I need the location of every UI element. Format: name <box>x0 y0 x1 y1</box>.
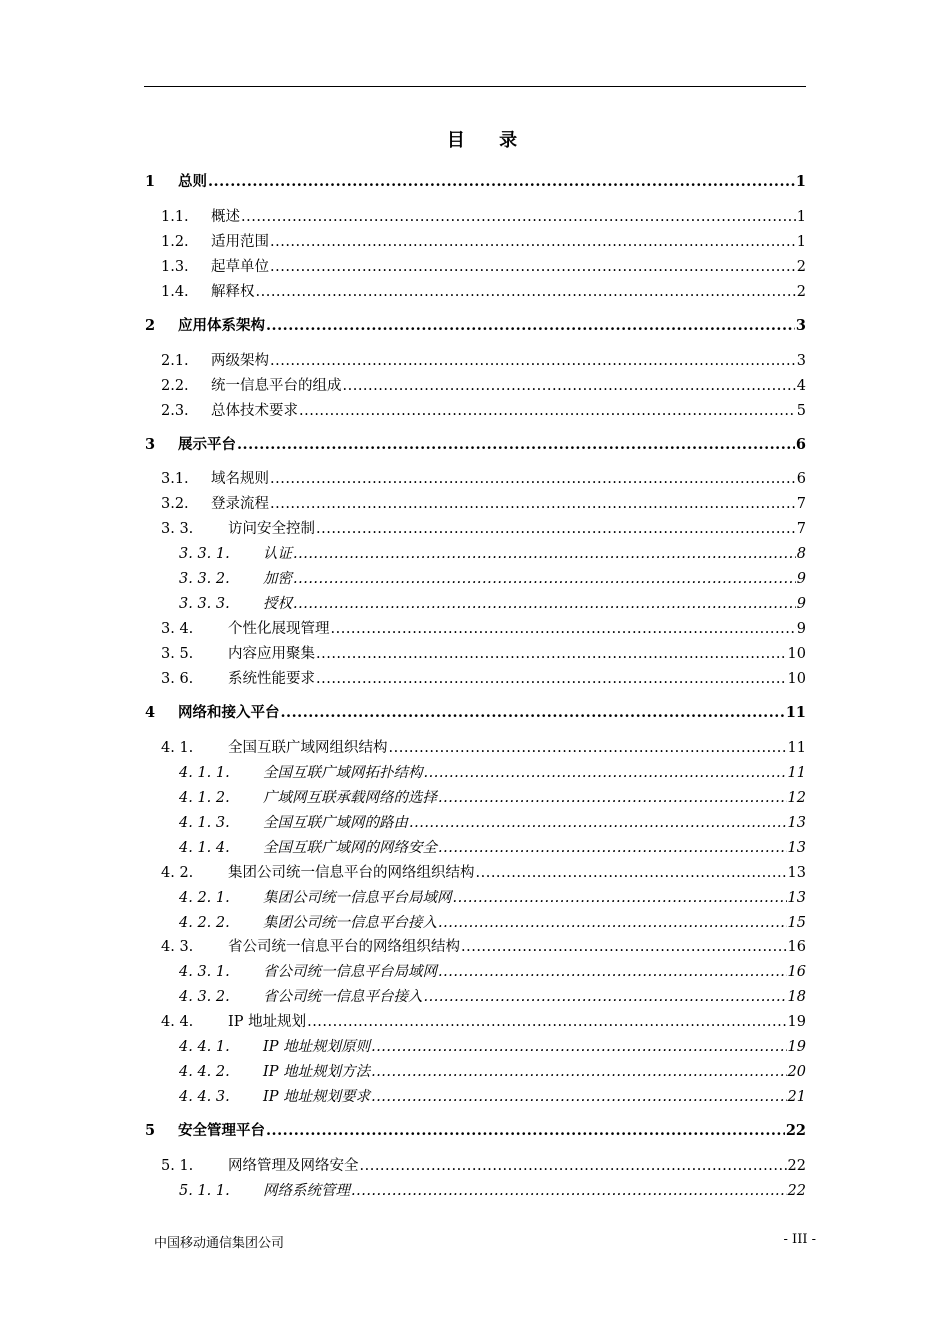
toc-entry-number: 3. 3. <box>161 521 194 537</box>
toc-entry-page: 4 <box>796 378 806 394</box>
toc-entry-title: 应用体系架构 <box>178 317 265 334</box>
toc-entry-number: 4. 3. 2. <box>179 989 230 1005</box>
toc-entry-title: IP 地址规划原则 <box>263 1039 371 1055</box>
toc-entry-page: 11 <box>787 740 806 756</box>
toc-entry[interactable] <box>161 282 806 302</box>
footer-company: 中国移动通信集团公司 <box>154 1236 285 1251</box>
toc-entry[interactable] <box>161 1012 806 1032</box>
toc-entry[interactable] <box>161 863 806 883</box>
toc-entry-title: 解释权 <box>211 284 255 300</box>
toc-entry[interactable] <box>161 376 806 396</box>
toc-entry[interactable] <box>179 788 806 808</box>
toc-entry[interactable] <box>161 644 806 664</box>
toc-entry-page: 18 <box>787 989 806 1005</box>
toc-entry[interactable] <box>161 232 806 252</box>
toc-entry-page: 1 <box>796 209 806 225</box>
toc-entry[interactable] <box>145 172 806 192</box>
toc-entry-number: 4. 4. 1. <box>179 1039 230 1055</box>
toc-entry-title: 内容应用聚集 <box>228 646 315 662</box>
toc-entry-page: 13 <box>787 890 806 906</box>
toc-entry-page: 2 <box>796 259 806 275</box>
toc-entry[interactable] <box>145 703 806 723</box>
toc-dot-leader <box>241 207 796 227</box>
toc-entry[interactable] <box>145 316 806 336</box>
toc-entry-number: 3. 3. 1. <box>179 546 230 562</box>
toc-entry-title: 网络管理及网络安全 <box>228 1158 359 1174</box>
toc-dot-leader <box>293 544 796 564</box>
toc-dot-leader <box>453 888 787 908</box>
toc-entry-number: 5 <box>145 1122 156 1139</box>
toc-entry-title: 安全管理平台 <box>178 1122 265 1139</box>
toc-entry-number: 4 <box>145 704 156 721</box>
toc-dot-leader <box>266 1121 785 1141</box>
toc-entry-title: 省公司统一信息平台局域网 <box>263 964 437 980</box>
toc-entry-title: 集团公司统一信息平台接入 <box>263 915 437 931</box>
toc-entry-number: 2.2. <box>161 378 189 394</box>
toc-entry-title: 集团公司统一信息平台的网络组织结构 <box>228 865 475 881</box>
toc-entry-number: 3.2. <box>161 496 189 512</box>
toc-entry-number: 4. 2. 1. <box>179 890 230 906</box>
toc-entry-title: 概述 <box>211 209 240 225</box>
toc-entry[interactable] <box>161 401 806 421</box>
toc-entry[interactable] <box>145 435 806 455</box>
toc-entry-number: 4. 1. 1. <box>179 765 230 781</box>
toc-entry-page: 13 <box>787 865 806 881</box>
toc-entry-page: 13 <box>787 815 806 831</box>
toc-entry-number: 4. 2. <box>161 865 194 881</box>
toc-entry-page: 7 <box>796 521 806 537</box>
toc-dot-leader <box>316 644 787 664</box>
toc-dot-leader <box>237 435 795 455</box>
toc-entry-number: 3. 5. <box>161 646 194 662</box>
footer-page-number: - III - <box>783 1232 816 1247</box>
toc-entry[interactable] <box>179 1037 806 1057</box>
toc-entry-number: 3.1. <box>161 471 189 487</box>
toc-entry-title: 系统性能要求 <box>228 671 315 687</box>
toc-entry[interactable] <box>161 494 806 514</box>
toc-entry-page: 19 <box>787 1039 806 1055</box>
toc-entry-number: 2 <box>145 317 156 334</box>
toc-entry-page: 6 <box>796 471 806 487</box>
toc-entry[interactable] <box>161 669 806 689</box>
toc-entry-number: 4. 2. 2. <box>179 915 230 931</box>
toc-entry-page: 9 <box>796 571 806 587</box>
toc-dot-leader <box>371 1037 786 1057</box>
toc-dot-leader <box>371 1062 786 1082</box>
toc-entry-page: 11 <box>787 765 806 781</box>
toc-dot-leader <box>371 1087 786 1107</box>
toc-entry-number: 1 <box>145 173 156 190</box>
toc-entry-title: 总则 <box>178 173 207 190</box>
toc-entry-number: 2.3. <box>161 403 189 419</box>
toc-dot-leader <box>343 376 796 396</box>
toc-dot-leader <box>208 172 795 192</box>
toc-dot-leader <box>307 1012 786 1032</box>
toc-dot-leader <box>389 738 787 758</box>
toc-entry-number: 2.1. <box>161 353 189 369</box>
toc-entry[interactable] <box>179 1087 806 1107</box>
toc-dot-leader <box>256 282 796 302</box>
toc-entry-number: 4. 4. <box>161 1014 194 1030</box>
toc-entry-number: 5. 1. 1. <box>179 1183 230 1199</box>
toc-entry[interactable] <box>179 594 806 614</box>
toc-entry-title: IP 地址规划 <box>228 1014 307 1030</box>
toc-dot-leader <box>424 987 787 1007</box>
toc-entry-number: 1.3. <box>161 259 189 275</box>
toc-entry-title: 全国互联广域网的网络安全 <box>263 840 437 856</box>
toc-entry-page: 13 <box>787 840 806 856</box>
toc-entry-page: 11 <box>785 704 806 721</box>
toc-entry-number: 4. 4. 3. <box>179 1089 230 1105</box>
toc-dot-leader <box>316 519 796 539</box>
toc-entry-number: 3. 6. <box>161 671 194 687</box>
toc-entry-page: 22 <box>787 1158 806 1174</box>
toc-entry[interactable] <box>161 1156 806 1176</box>
toc-entry[interactable] <box>161 937 806 957</box>
toc-dot-leader <box>461 937 787 957</box>
toc-entry-number: 4. 1. 3. <box>179 815 230 831</box>
toc-entry[interactable] <box>179 813 806 833</box>
toc-entry[interactable] <box>145 1121 806 1141</box>
toc-dot-leader <box>438 913 787 933</box>
toc-entry-number: 1.1. <box>161 209 189 225</box>
toc-entry-title: 起草单位 <box>211 259 269 275</box>
toc-entry-page: 8 <box>796 546 806 562</box>
toc-entry[interactable] <box>161 619 806 639</box>
toc-entry-number: 4. 1. <box>161 740 194 756</box>
toc-dot-leader <box>476 863 787 883</box>
toc-entry[interactable] <box>161 207 806 227</box>
toc-entry-page: 15 <box>787 915 806 931</box>
toc-entry-page: 16 <box>787 939 806 955</box>
toc-entry-title: 全国互联广域网组织结构 <box>228 740 388 756</box>
toc-entry-title: 网络和接入平台 <box>178 704 280 721</box>
toc-entry-page: 19 <box>787 1014 806 1030</box>
toc-entry-title: 统一信息平台的组成 <box>211 378 342 394</box>
toc-entry-title: 全国互联广域网拓扑结构 <box>263 765 423 781</box>
toc-entry[interactable] <box>179 888 806 908</box>
toc-entry-page: 20 <box>787 1064 806 1080</box>
toc-entry-title: 展示平台 <box>178 436 236 453</box>
toc-entry-page: 22 <box>787 1183 806 1199</box>
toc-entry-title: 访问安全控制 <box>228 521 315 537</box>
toc-entry-title: IP 地址规划方法 <box>263 1064 371 1080</box>
toc-entry-page: 10 <box>787 671 806 687</box>
toc-entry[interactable] <box>179 962 806 982</box>
toc-dot-leader <box>270 351 796 371</box>
toc-entry-number: 3. 4. <box>161 621 194 637</box>
toc-entry-number: 4. 1. 2. <box>179 790 230 806</box>
toc-entry[interactable] <box>179 1181 806 1201</box>
toc-entry[interactable] <box>161 738 806 758</box>
toc-entry-page: 1 <box>795 173 806 190</box>
toc-entry-title: 两级架构 <box>211 353 269 369</box>
toc-entry-title: 个性化展现管理 <box>228 621 330 637</box>
toc-title: 目 录 <box>446 130 532 151</box>
toc-entry[interactable] <box>161 351 806 371</box>
toc-dot-leader <box>424 763 787 783</box>
toc-entry-title: 加密 <box>263 571 292 587</box>
toc-entry-number: 4. 1. 4. <box>179 840 230 856</box>
toc-entry-title: IP 地址规划要求 <box>263 1089 371 1105</box>
toc-entry[interactable] <box>179 763 806 783</box>
toc-entry-title: 省公司统一信息平台接入 <box>263 989 423 1005</box>
toc-entry[interactable] <box>179 569 806 589</box>
toc-entry-page: 16 <box>787 964 806 980</box>
toc-entry[interactable] <box>161 519 806 539</box>
toc-entry-number: 1.2. <box>161 234 189 250</box>
toc-entry-number: 3. 3. 2. <box>179 571 230 587</box>
toc-dot-leader <box>438 962 787 982</box>
toc-dot-leader <box>293 594 796 614</box>
toc-dot-leader <box>360 1156 787 1176</box>
toc-dot-leader <box>270 494 796 514</box>
toc-entry-page: 22 <box>785 1122 806 1139</box>
toc-dot-leader <box>331 619 796 639</box>
toc-entry[interactable] <box>161 257 806 277</box>
toc-entry-title: 登录流程 <box>211 496 269 512</box>
toc-entry-title: 省公司统一信息平台的网络组织结构 <box>228 939 460 955</box>
toc-entry-page: 6 <box>795 436 806 453</box>
toc-entry-title: 认证 <box>263 546 292 562</box>
toc-entry-page: 9 <box>796 621 806 637</box>
toc-entry-page: 1 <box>796 234 806 250</box>
toc-dot-leader <box>270 257 796 277</box>
toc-dot-leader <box>270 469 796 489</box>
toc-dot-leader <box>351 1181 787 1201</box>
toc-entry-title: 域名规则 <box>211 471 269 487</box>
toc-dot-leader <box>299 401 796 421</box>
toc-entry-page: 3 <box>796 353 806 369</box>
toc-entry[interactable] <box>179 838 806 858</box>
toc-entry-title: 集团公司统一信息平台局域网 <box>263 890 452 906</box>
toc-dot-leader <box>266 316 795 336</box>
toc-entry-number: 1.4. <box>161 284 189 300</box>
toc-dot-leader <box>438 838 787 858</box>
toc-entry-title: 总体技术要求 <box>211 403 298 419</box>
toc-dot-leader <box>270 232 796 252</box>
toc-entry-title: 全国互联广域网的路由 <box>263 815 408 831</box>
toc-dot-leader <box>316 669 787 689</box>
toc-entry-title: 授权 <box>263 596 292 612</box>
toc-entry-page: 3 <box>795 317 806 334</box>
toc-entry-number: 4. 3. 1. <box>179 964 230 980</box>
toc-entry-page: 21 <box>787 1089 806 1105</box>
toc-entry-page: 7 <box>796 496 806 512</box>
toc-entry-page: 5 <box>796 403 806 419</box>
toc-entry[interactable] <box>161 469 806 489</box>
toc-entry-page: 12 <box>787 790 806 806</box>
toc-entry-number: 3. 3. 3. <box>179 596 230 612</box>
toc-entry-number: 4. 3. <box>161 939 194 955</box>
toc-entry-title: 广域网互联承载网络的选择 <box>263 790 437 806</box>
toc-entry-page: 9 <box>796 596 806 612</box>
toc-entry[interactable] <box>179 1062 806 1082</box>
toc-dot-leader <box>293 569 796 589</box>
toc-entry[interactable] <box>179 544 806 564</box>
toc-entry-number: 4. 4. 2. <box>179 1064 230 1080</box>
toc-dot-leader <box>438 788 787 808</box>
toc-entry-page: 10 <box>787 646 806 662</box>
toc-entry-number: 3 <box>145 436 156 453</box>
toc-entry-page: 2 <box>796 284 806 300</box>
toc-entry-number: 5. 1. <box>161 1158 194 1174</box>
toc-entry-title: 适用范围 <box>211 234 269 250</box>
toc-entry[interactable] <box>179 987 806 1007</box>
toc-dot-leader <box>281 703 785 723</box>
toc-entry-title: 网络系统管理 <box>263 1183 350 1199</box>
toc-dot-leader <box>409 813 787 833</box>
toc-entry[interactable] <box>179 913 806 933</box>
